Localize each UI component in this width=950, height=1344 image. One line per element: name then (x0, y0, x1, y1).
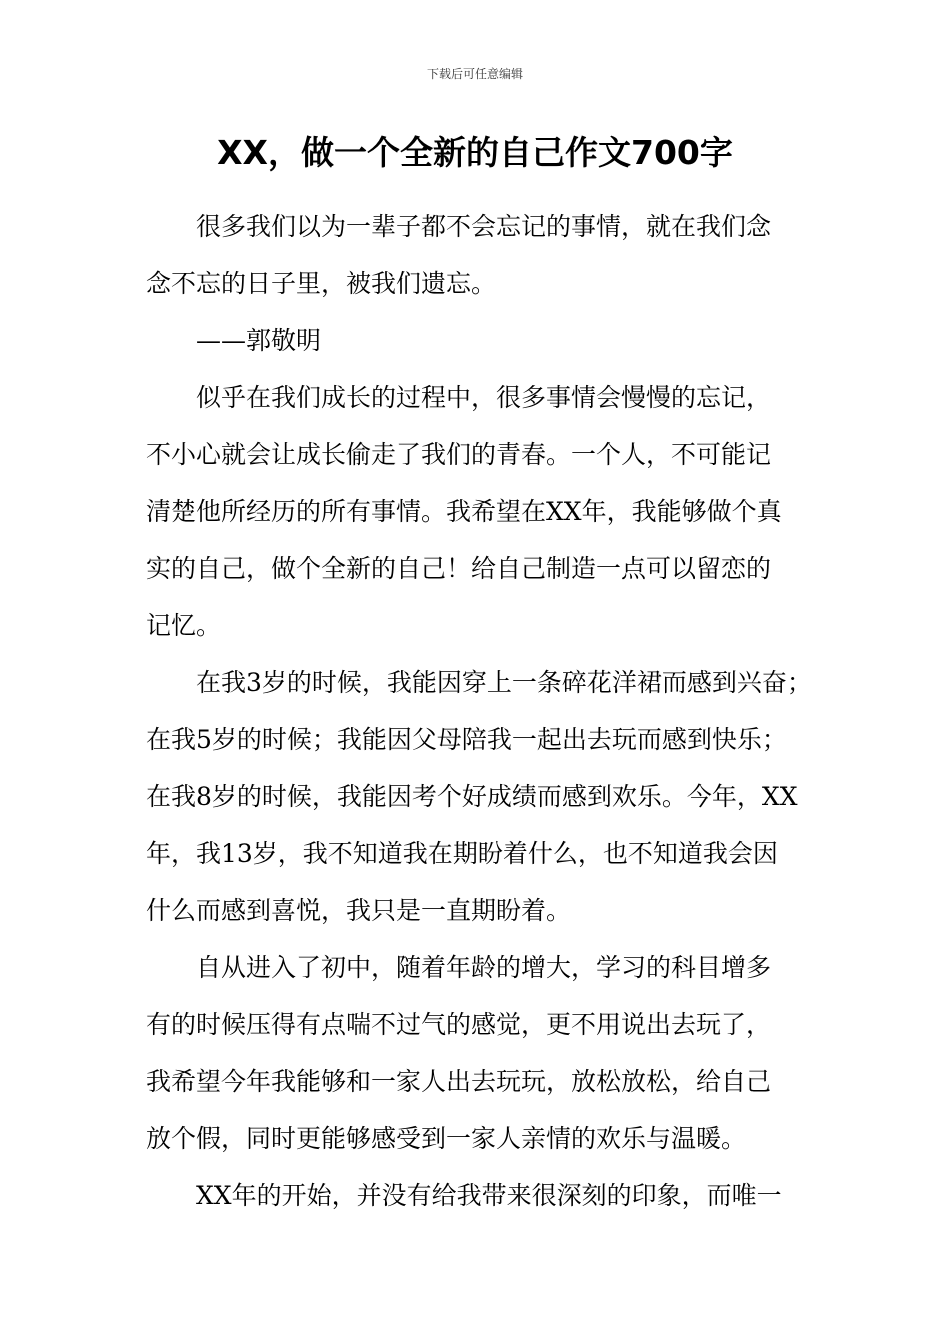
text-line: 自从进入了初中，随着年龄的增大，学习的科目增多 (196, 953, 772, 982)
text-line: 我希望今年我能够和一家人出去玩玩，放松放松，给自己 (146, 1067, 772, 1096)
text-line: 在我8岁的时候，我能因考个好成绩而感到欢乐。今年，XX (146, 782, 798, 811)
text-line: XX年的开始，并没有给我带来很深刻的印象，而唯一 (196, 1181, 782, 1210)
paragraph-body (146, 939, 816, 1167)
text-line: 有的时候压得有点喘不过气的感觉，更不用说出去玩了， (146, 1010, 772, 1039)
text-line: 年，我13岁，我不知道我在期盼着什么，也不知道我会因 (146, 839, 778, 868)
paragraph-body (146, 654, 816, 939)
quote-author: ——郭敬明 (196, 326, 322, 355)
text-line: 放个假，同时更能够感受到一家人亲情的欢乐与温暖。 (146, 1124, 747, 1153)
text-line: 很多我们以为一辈子都不会忘记的事情，就在我们念 (196, 212, 772, 241)
document-body (146, 198, 816, 1224)
document-title: XX，做一个全新的自己作文700字 (217, 133, 733, 172)
paragraph-body (146, 1167, 816, 1224)
text-line: 念不忘的日子里，被我们遗忘。 (146, 269, 497, 298)
text-line: 似乎在我们成长的过程中，很多事情会慢慢的忘记， (196, 383, 772, 412)
header-note: 下载后可任意编辑 (426, 67, 523, 81)
paragraph-attribution (146, 312, 816, 369)
text-line: 记忆。 (146, 611, 222, 640)
text-line: 在我3岁的时候，我能因穿上一条碎花洋裙而感到兴奋； (196, 668, 812, 697)
paragraph-body (146, 369, 816, 654)
text-line: 什么而感到喜悦，我只是一直期盼着。 (146, 896, 572, 925)
paragraph-quote (146, 198, 816, 312)
text-line: 清楚他所经历的所有事情。我希望在XX年，我能够做个真 (146, 497, 782, 526)
text-line: 实的自己，做个全新的自己！给自己制造一点可以留恋的 (146, 554, 772, 583)
text-line: 在我5岁的时候；我能因父母陪我一起出去玩而感到快乐； (146, 725, 787, 754)
text-line: 不小心就会让成长偷走了我们的青春。一个人，不可能记 (146, 440, 772, 469)
